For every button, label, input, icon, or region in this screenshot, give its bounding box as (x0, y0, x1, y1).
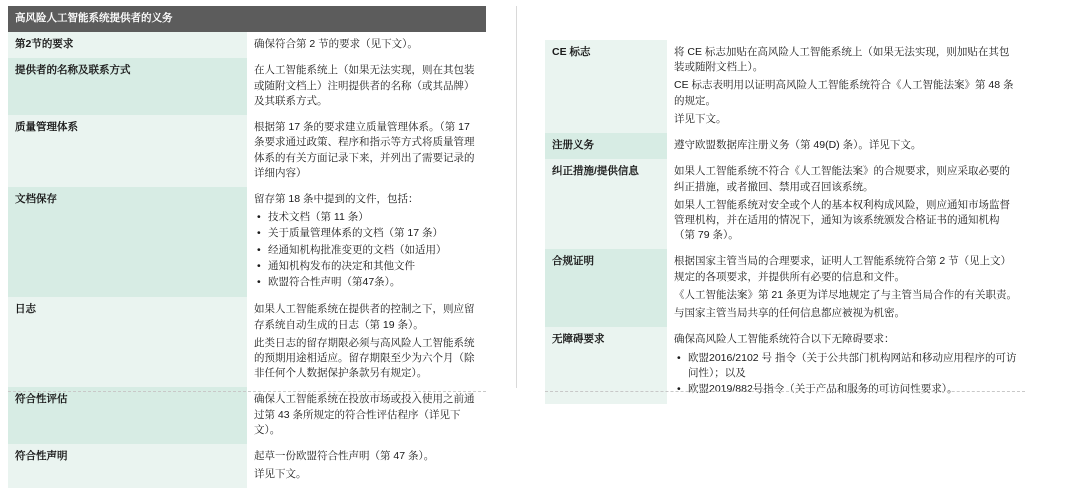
row-body (247, 58, 486, 115)
row-label: 纠正措施/提供信息 (545, 159, 667, 249)
row-label: 无障碍要求 (545, 327, 667, 404)
row-paragraph: CE 标志表明用以证明高风险人工智能系统符合《人工智能法案》第 48 条的规定。 (674, 79, 1014, 107)
row-body (247, 187, 486, 297)
row-label: 日志 (8, 297, 247, 387)
row-body (247, 444, 486, 488)
row-paragraph: 与国家主管当局共享的任何信息都应被视为机密。 (674, 307, 905, 320)
table-header-row (8, 6, 486, 32)
row-label: 提供者的名称及联系方式 (8, 58, 247, 115)
row-paragraph: 详见下文。 (254, 468, 307, 481)
right-column (545, 40, 1025, 404)
row-paragraph: 根据国家主管当局的合理要求，证明人工智能系统符合第 2 节（见上文）规定的各项要求，并提供所有必要的信息和文件。 (674, 255, 1012, 283)
row-label: 注册义务 (545, 133, 667, 159)
footer-divider-left (8, 391, 486, 392)
table-row (545, 40, 1025, 133)
row-paragraph: 确保高风险人工智能系统符合以下无障碍要求： (674, 333, 895, 346)
list-item: • 欧盟2019/882号指令（关于产品和服务的可访问性要求）。 (688, 382, 1018, 397)
row-label: 文档保存 (8, 187, 247, 297)
row-paragraph: 在人工智能系统上（如果无法实现，则在其包装或随附文档上）注明提供者的名称（或其品牌）及其联系方式。 (254, 64, 475, 107)
row-body (667, 249, 1025, 327)
table-row (545, 133, 1025, 159)
row-paragraph: 如果人工智能系统对安全或个人的基本权利构成风险，则应通知市场监督管理机构，并在适用的情况下，通知为该系统颁发合格证书的通知机构（第 79 条）。 (674, 198, 1010, 242)
row-body (247, 115, 486, 187)
obligations-table-right (545, 40, 1025, 404)
row-paragraph: 确保符合第 2 节的要求（见下文）。 (254, 38, 418, 51)
row-label: 合规证明 (545, 249, 667, 327)
list-item: • 经通知机构批准变更的文档（如适用） (268, 243, 479, 258)
table-row (8, 297, 486, 387)
list-item: • 欧盟2016/2102 号 指令（关于公共部门机构网站和移动应用程序的可访问性）；以及 (688, 351, 1018, 381)
row-paragraph: 根据第 17 条的要求建立质量管理体系。（第 17 条要求通过政策、程序和指示等方式将质量管理体系的有关方面记录下来，并列出了需要记录的详细内容） (254, 121, 475, 179)
table-row (8, 115, 486, 187)
row-paragraph: 详见下文。 (674, 112, 727, 125)
table-row (8, 444, 486, 488)
row-body (667, 327, 1025, 404)
table-row (8, 32, 486, 58)
list-item: • 通知机构发布的决定和其他文件 (268, 259, 479, 274)
row-paragraph: 起草一份欧盟符合性声明（第 47 条）。 (254, 450, 435, 463)
row-paragraph: 此类日志的留存期限必须与高风险人工智能系统的预期用途相适应。留存期限至少为六个月（除非任何个人数据保护条款另有规定）。 (254, 336, 475, 380)
table-title: 高风险人工智能系统提供者的义务 (8, 6, 486, 32)
row-paragraph: 将 CE 标志加贴在高风险人工智能系统上（如果无法实现，则加贴在其包装或随附文档上）。 (674, 46, 1010, 74)
row-label: 第2节的要求 (8, 32, 247, 58)
table-row (545, 327, 1025, 404)
row-paragraph: 遵守欧盟数据库注册义务（第 49(D) 条）。详见下文。 (674, 139, 922, 152)
row-paragraph: 如果人工智能系统在提供者的控制之下，则应留存系统自动生成的日志（第 19 条）。 (254, 303, 475, 331)
row-paragraph: 留存第 18 条中提到的文件，包括： (254, 192, 419, 205)
row-label: 符合性评估 (8, 387, 247, 444)
row-paragraph: 确保人工智能系统在投放市场或投入使用之前通过第 43 条所规定的符合性评估程序（详见下文）。 (254, 393, 475, 436)
row-body (667, 133, 1025, 159)
row-body (247, 32, 486, 58)
table-row (8, 187, 486, 297)
row-body (667, 40, 1025, 133)
list-item: • 技术文档（第 11 条） (268, 210, 479, 225)
row-bullet-list (254, 210, 479, 290)
column-divider (516, 6, 517, 388)
row-label: CE 标志 (545, 40, 667, 133)
table-row (8, 58, 486, 115)
row-body (247, 387, 486, 444)
obligations-table-left (8, 6, 486, 488)
row-paragraph: 《人工智能法案》第 21 条更为详尽地规定了与主管当局合作的有关职责。 (674, 288, 1018, 301)
footer-divider-right (545, 391, 1025, 392)
list-item: • 欧盟符合性声明（第47条）。 (268, 275, 479, 290)
row-label: 质量管理体系 (8, 115, 247, 187)
row-paragraph: 如果人工智能系统不符合《人工智能法案》的合规要求，则应采取必要的纠正措施，或者撤回、禁用或召回该系统。 (674, 165, 1010, 193)
row-label: 符合性声明 (8, 444, 247, 488)
left-column (8, 6, 486, 488)
table-row (8, 387, 486, 444)
table-row (545, 249, 1025, 327)
table-row (545, 159, 1025, 249)
list-item: • 关于质量管理体系的文档（第 17 条） (268, 226, 479, 241)
row-body (667, 159, 1025, 249)
row-body (247, 297, 486, 387)
